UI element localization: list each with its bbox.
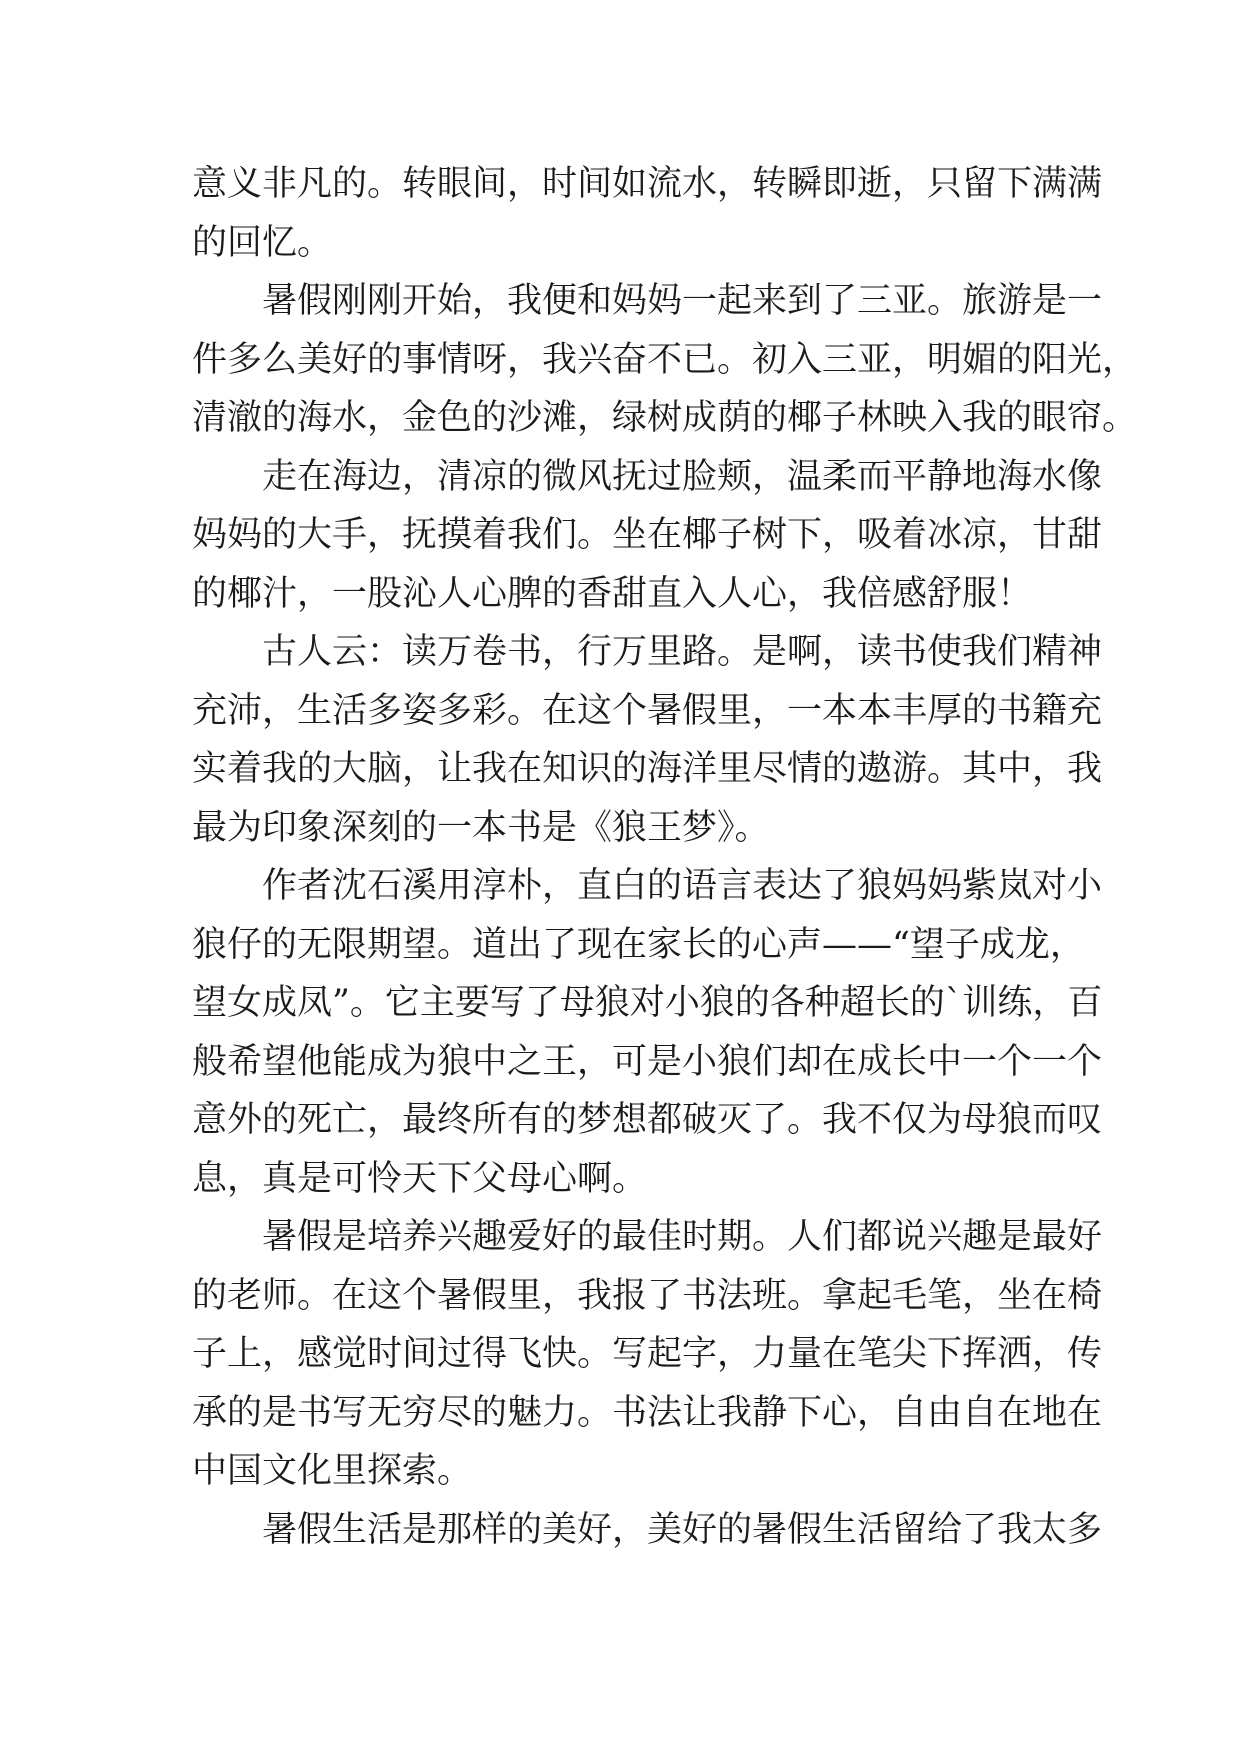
paragraph — [192, 623, 1103, 857]
text-line: 清澈的海水，金色的沙滩，绿树成荫的椰子林映入我的眼帘。 — [192, 398, 1138, 438]
text-line: 的椰汁，一股沁人心脾的香甜直入人心，我倍感舒服！ — [192, 573, 1033, 614]
text-line: 暑假刚刚开始，我便和妈妈一起来到了三亚。旅游是一 — [262, 281, 1103, 321]
paragraph — [192, 857, 1103, 1208]
paragraph — [192, 1501, 1103, 1560]
text-line: 子上，感觉时间过得飞快。写起字，力量在笔尖下挥洒，传 — [192, 1334, 1103, 1374]
text-line: 的回忆。 — [192, 222, 333, 263]
text-line: 意外的死亡，最终所有的梦想都破灭了。我不仅为母狼而叹 — [192, 1100, 1103, 1140]
text-line: 实着我的大脑，让我在知识的海洋里尽情的遨游。其中，我 — [192, 749, 1103, 789]
text-line: 中国文化里探索。 — [192, 1451, 473, 1491]
paragraph — [192, 155, 1103, 272]
paragraph — [192, 448, 1103, 624]
text-line: 承的是书写无穷尽的魅力。书法让我静下心，自由自在地在 — [192, 1392, 1103, 1433]
text-line: 望女成凤”。它主要写了母狼对小狼的各种超长的`训练，百 — [192, 983, 1103, 1023]
text-line: 息，真是可怜天下父母心啊。 — [192, 1158, 648, 1199]
text-line: 件多么美好的事情呀，我兴奋不已。初入三亚，明媚的阳光， — [192, 339, 1138, 380]
text-line: 般希望他能成为狼中之王，可是小狼们却在成长中一个一个 — [192, 1041, 1103, 1082]
text-line: 充沛，生活多姿多彩。在这个暑假里，一本本丰厚的书籍充 — [192, 690, 1103, 731]
text-line: 古人云：读万卷书，行万里路。是啊，读书使我们精神 — [262, 632, 1103, 672]
text-line: 意义非凡的。转眼间，时间如流水，转瞬即逝，只留下满满 — [192, 164, 1103, 204]
paragraph — [192, 1208, 1103, 1501]
paragraph — [192, 272, 1138, 448]
text-line: 作者沈石溪用淳朴，直白的语言表达了狼妈妈紫岚对小 — [262, 866, 1103, 906]
text-line: 妈妈的大手，抚摸着我们。坐在椰子树下，吸着冰凉，甘甜 — [192, 515, 1103, 555]
text-line: 暑假是培养兴趣爱好的最佳时期。人们都说兴趣是最好 — [262, 1217, 1103, 1257]
text-line: 走在海边，清凉的微风抚过脸颊，温柔而平静地海水像 — [262, 456, 1103, 497]
text-line: 的老师。在这个暑假里，我报了书法班。拿起毛笔，坐在椅 — [192, 1275, 1103, 1316]
text-line: 狼仔的无限期望。道出了现在家长的心声——“望子成龙， — [192, 924, 1085, 965]
text-line: 暑假生活是那样的美好，美好的暑假生活留给了我太多 — [262, 1509, 1103, 1550]
text-line: 最为印象深刻的一本书是《狼王梦》。 — [192, 807, 770, 848]
document-body — [192, 155, 1138, 1559]
